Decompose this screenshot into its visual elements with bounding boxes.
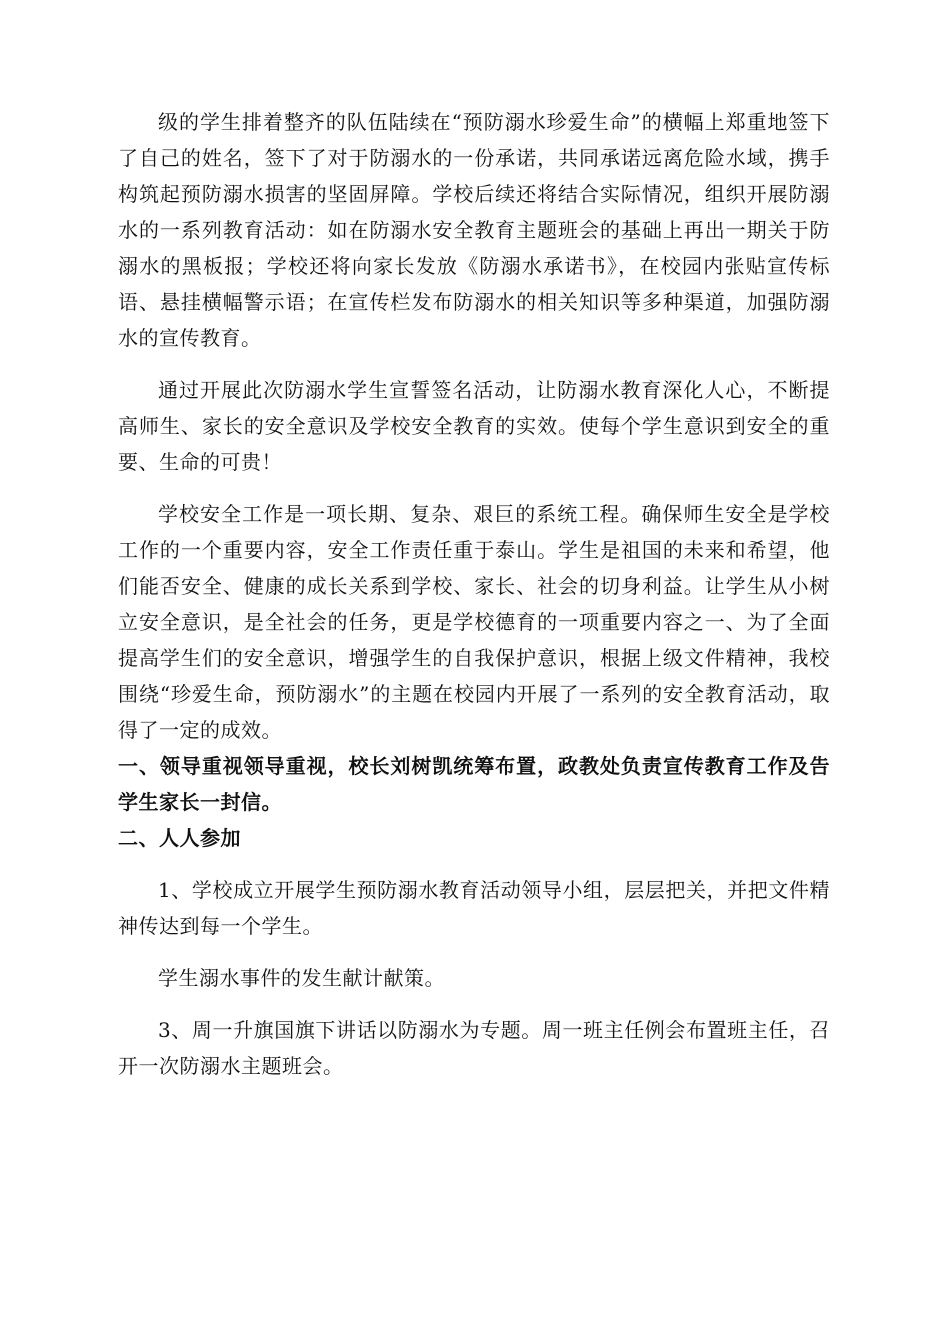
list-item-1: 1、学校成立开展学生预防溺水教育活动领导小组，层层把关，并把文件精神传达到每一个学生。 bbox=[118, 878, 830, 938]
paragraph-signing-activity: 级的学生排着整齐的队伍陆续在“预防溺水珍爱生命”的横幅上郑重地签下了自己的姓名，签下了对于防溺水的一份承诺，共同承诺远离危险水域，携手构筑起预防溺水损害的坚固屏障。学校后续还将结合实际情况，组织开展防溺水的一系列教育活动：如在防溺水安全教育主题班会的基础上再出一期关于防溺水的黑板报；学校还将向家长发放《防溺水承诺书》，在校园内张贴宣传标语、悬挂横幅警示语；在宣传栏发布防溺水的相关知识等多种渠道，加强防溺水的宣传教育。 bbox=[118, 110, 830, 350]
paragraph-oath-purpose: 通过开展此次防溺水学生宣誓签名活动，让防溺水教育深化人心，不断提高师生、家长的安全意识及学校安全教育的实效。使每个学生意识到安全的重要、生命的可贵！ bbox=[118, 378, 830, 474]
section-heading-leadership: 一、领导重视领导重视，校长刘树凯统筹布置，政教处负责宣传教育工作及告学生家长一封信。 bbox=[118, 754, 830, 814]
list-item-3: 3、周一升旗国旗下讲话以防溺水为专题。周一班主任例会布置班主任，召开一次防溺水主题班会。 bbox=[118, 1018, 830, 1078]
document-page bbox=[118, 104, 830, 1084]
paragraph-safety-work: 学校安全工作是一项长期、复杂、艰巨的系统工程。确保师生安全是学校工作的一个重要内容，安全工作责任重于泰山。学生是祖国的未来和希望，他们能否安全、健康的成长关系到学校、家长、社会的切身利益。让学生从小树立安全意识，是全社会的任务，更是学校德育的一项重要内容之一、为了全面提高学生们的安全意识，增强学生的自我保护意识，根据上级文件精神，我校围绕“珍爱生命，预防溺水”的主题在校园内开展了一系列的安全教育活动，取得了一定的成效。 bbox=[118, 502, 830, 742]
list-item-2: 学生溺水事件的发生献计献策。 bbox=[158, 966, 445, 990]
section-heading-participation: 二、人人参加 bbox=[118, 826, 241, 850]
